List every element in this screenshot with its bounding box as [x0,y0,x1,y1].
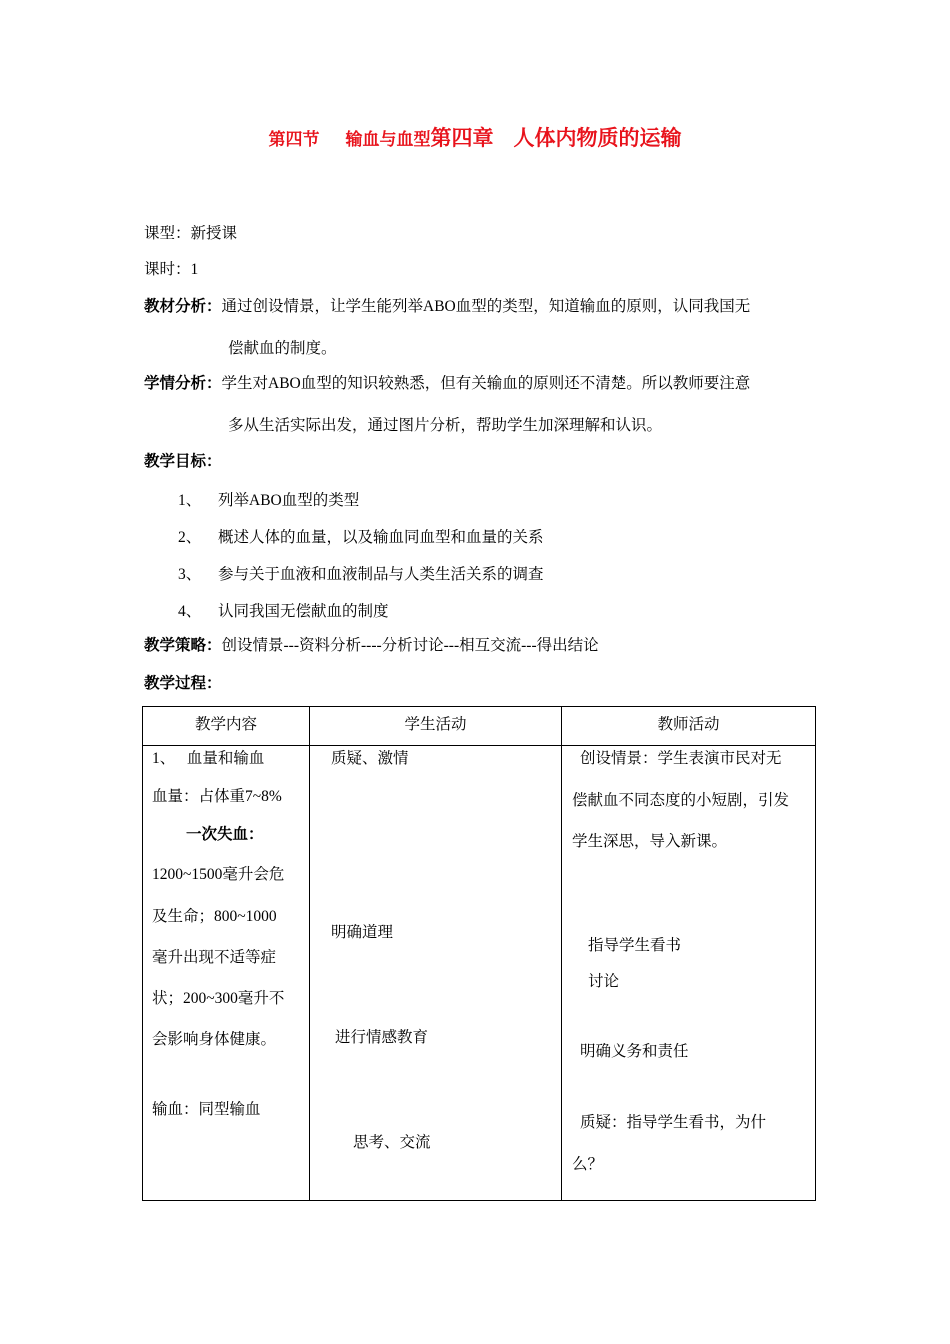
lesson-type: 课型：新授课 [144,225,238,242]
column-divider [309,707,310,1200]
page-title [0,122,950,152]
column-divider [561,707,562,1200]
teacher-activity: 创设情景：学生表演市民对无 [580,750,782,767]
content-line: 1、 血量和输血 [152,750,265,767]
strategy [144,636,599,656]
section-subtitle: 输血与血型 [345,130,431,149]
content-line: 输血：同型输血 [152,1101,261,1118]
section-label: 第四节 [268,130,320,149]
content-line: 1200~1500毫升会危 [152,866,285,883]
material-analysis [144,297,750,317]
teacher-activity: 质疑：指导学生看书，为什 [580,1114,767,1131]
teacher-activity: 么？ [572,1156,604,1173]
teacher-activity: 明确义务和责任 [580,1043,689,1060]
objective-item: 参与关于血液和血液制品与人类生活关系的调查 [218,566,544,583]
process-label: 教学过程： [144,675,222,692]
header-student: 学生活动 [404,716,467,733]
material-analysis-label: 教材分析： [144,298,222,315]
strategy-label: 教学策略： [144,637,222,654]
chapter-title: 人体内物质的运输 [513,126,682,150]
teacher-activity: 指导学生看书 [588,937,682,954]
content-line: 毫升出现不适等症 [152,949,277,966]
material-analysis-text: 通过创设情景，让学生能列举ABO血型的类型，知道输血的原则，认同我国无 [221,298,751,315]
student-analysis [144,374,750,394]
header-teacher: 教师活动 [657,716,720,733]
header-content: 教学内容 [194,716,257,733]
content-line: 血量：占体重7~8% [152,788,282,805]
student-analysis-label: 学情分析： [144,375,222,392]
student-analysis-text: 学生对ABO血型的知识较熟悉，但有关输血的原则还不清楚。所以教师要注意 [221,375,751,392]
content-line: 会影响身体健康。 [152,1031,277,1048]
strategy-text: 创设情景---资料分析----分析讨论---相互交流---得出结论 [221,637,599,654]
student-activity: 明确道理 [331,924,394,941]
teacher-activity: 讨论 [588,973,620,990]
objective-num: 3、 [178,566,202,583]
objective-num: 2、 [178,529,202,546]
objective-num: 4、 [178,603,202,620]
lesson-periods: 课时：1 [144,261,199,278]
objective-item: 概述人体的血量，以及输血同血型和血量的关系 [218,529,544,546]
student-activity: 进行情感教育 [335,1029,429,1046]
student-activity: 思考、交流 [353,1134,431,1151]
objective-item: 认同我国无偿献血的制度 [218,603,389,620]
objective-item: 列举ABO血型的类型 [218,492,360,509]
teacher-activity: 偿献血不同态度的小短剧，引发 [572,792,790,809]
content-line: 一次失血： [186,826,264,843]
teacher-activity: 学生深思，导入新课。 [572,833,728,850]
content-line: 状；200~300毫升不 [152,990,285,1007]
objective-num: 1、 [178,492,202,509]
material-analysis-cont: 偿献血的制度。 [228,340,337,357]
student-analysis-cont: 多从生活实际出发，通过图片分析，帮助学生加深理解和认识。 [228,417,663,434]
header-divider [143,745,815,746]
objectives-label: 教学目标： [144,453,222,470]
chapter-label: 第四章 [430,126,494,150]
lesson-table [142,706,816,1201]
student-activity: 质疑、激情 [331,750,409,767]
content-line: 及生命；800~1000 [152,908,277,925]
